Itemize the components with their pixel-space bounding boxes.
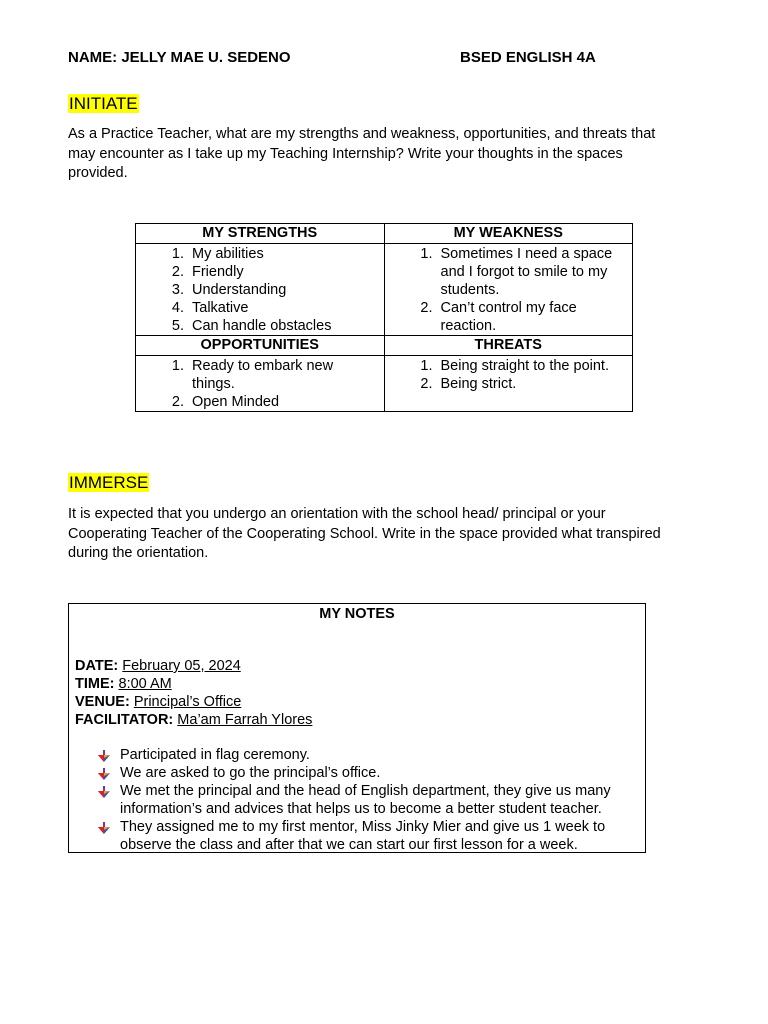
strengths-cell [136, 244, 385, 336]
arrow-down-bullet-icon [97, 767, 111, 781]
immerse-line: It is expected that you undergo an orientation with the school head/ principal or your [68, 506, 606, 522]
venue-row [75, 693, 312, 711]
notes-bullet-item: We are asked to go the principal’s office. [97, 764, 637, 782]
arrow-down-bullet-icon [97, 821, 111, 835]
initiate-line: As a Practice Teacher, what are my strengths and weakness, opportunities, and threats that [68, 126, 656, 142]
strength-item: 4. Talkative [188, 299, 384, 317]
facilitator-value: Ma’am Farrah Ylores [177, 712, 313, 728]
opportunities-cell [136, 356, 385, 412]
initiate-line: may encounter as I take up my Teaching Internship? Write your thoughts in the spaces [68, 145, 623, 162]
weakness-header: MY WEAKNESS [384, 224, 633, 244]
course-section: BSED ENGLISH 4A [460, 49, 596, 66]
arrow-down-bullet-icon [97, 749, 111, 763]
facilitator-row [75, 711, 312, 729]
strength-item: 5. Can handle obstacles [188, 317, 384, 335]
initiate-line: provided. [68, 165, 128, 181]
time-row [75, 675, 312, 693]
venue-label: VENUE: [75, 694, 130, 710]
immerse-heading: IMMERSE [69, 473, 149, 492]
opportunities-header: OPPORTUNITIES [136, 336, 385, 356]
arrow-down-bullet-icon [97, 785, 111, 799]
strength-item: 2. Friendly [188, 263, 384, 281]
strength-item: 1. My abilities [188, 245, 384, 263]
opportunity-item: 1. Ready to embark new things. [188, 357, 354, 393]
notes-meta [75, 657, 312, 729]
weakness-item: 1. Sometimes I need a space and I forgot to smile to my students. [437, 245, 621, 299]
notes-bullet-item: They assigned me to my first mentor, Miss Jinky Mier and give us 1 week to observe the class and after that we can start our first lesson for a week. [97, 818, 637, 854]
date-row [75, 657, 312, 675]
immerse-instructions [68, 505, 748, 564]
notes-bullet-item: We met the principal and the head of English department, they give us many information’s and advices that helps us to become a better student teacher. [97, 782, 637, 818]
notes-box [68, 603, 646, 853]
notes-bullet-list [97, 746, 637, 854]
threats-header: THREATS [384, 336, 633, 356]
threat-item: 2. Being strict. [437, 375, 633, 393]
notes-bullet-item: Participated in flag ceremony. [97, 746, 637, 764]
immerse-line: Cooperating Teacher of the Cooperating School. Write in the space provided what transpired [68, 525, 661, 542]
facilitator-label: FACILITATOR: [75, 712, 174, 728]
threat-item: 1. Being straight to the point. [437, 357, 633, 375]
date-label: DATE: [75, 658, 119, 674]
venue-value: Principal’s Office [133, 694, 242, 710]
strengths-header: MY STRENGTHS [136, 224, 385, 244]
threats-cell [384, 356, 633, 412]
weakness-item: 2. Can’t control my face reaction. [437, 299, 621, 335]
student-name: NAME: JELLY MAE U. SEDENO [68, 49, 291, 66]
swot-table [135, 223, 633, 412]
initiate-heading: INITIATE [69, 94, 138, 113]
weakness-cell [384, 244, 633, 336]
time-value: 8:00 AM [118, 676, 172, 692]
notes-title: MY NOTES [319, 606, 395, 622]
time-label: TIME: [75, 676, 115, 692]
initiate-instructions [68, 125, 748, 184]
opportunity-item: 2. Open Minded [188, 393, 354, 411]
strength-item: 3. Understanding [188, 281, 384, 299]
immerse-line: during the orientation. [68, 545, 209, 561]
date-value: February 05, 2024 [122, 658, 241, 674]
